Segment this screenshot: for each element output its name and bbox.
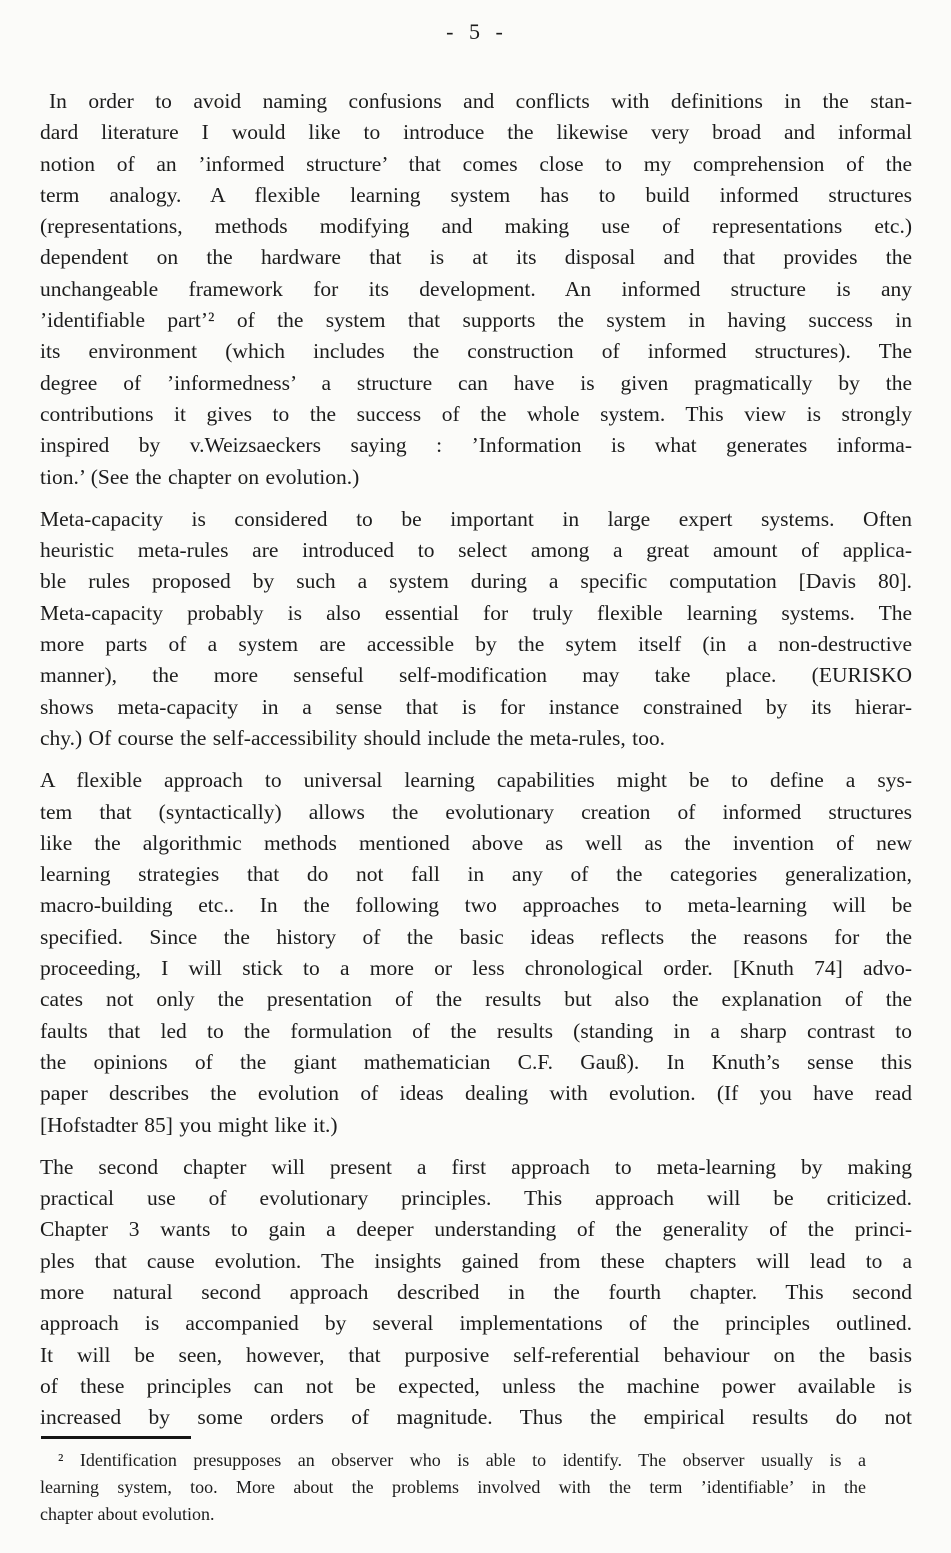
text-line: learning system, too. More about the problems involved with the term ’identifiable’ in the [40,1477,866,1497]
text-line: more parts of a system are accessible by the sytem itself (in a non-destructive [40,632,912,657]
paragraph [40,765,912,1141]
text-line: chy.) Of course the self-accessibility should include the meta-rules, too. [40,725,665,750]
paragraph [40,1152,912,1434]
text-line: unchangeable framework for its development. An informed structure is any [40,276,912,301]
paragraph [40,504,912,754]
text-line: ples that cause evolution. The insights gained from these chapters will lead to a [40,1248,912,1273]
text-line: It will be seen, however, that purposive self-referential behaviour on the basis [40,1342,912,1367]
text-line: dard literature I would like to introduce the likewise very broad and informal [40,120,912,145]
text-line: its environment (which includes the construction of informed structures). The [40,339,912,364]
text-line: tem that (syntactically) allows the evolutionary creation of informed structures [40,799,912,824]
page-number: - 5 - [446,19,505,44]
text-line: macro-building etc.. In the following two approaches to meta-learning will be [40,893,912,918]
text-line: heuristic meta-rules are introduced to select among a great amount of applica- [40,538,912,563]
text-line: learning strategies that do not fall in any of the categories generalization, [40,862,912,887]
text-line: ² Identification presupposes an observer who is able to identify. The observer usually is a [58,1450,866,1470]
footnote-separator-rule [41,1436,191,1439]
text-line: ble rules proposed by such a system during a specific computation [Davis 80]. [40,569,912,594]
text-line: chapter about evolution. [40,1504,215,1524]
text-line: faults that led to the formulation of the results (standing in a sharp contrast to [40,1018,912,1043]
text-line: Chapter 3 wants to gain a deeper understanding of the generality of the princi- [40,1217,912,1242]
text-line: proceeding, I will stick to a more or less chronological order. [Knuth 74] advo- [40,956,912,981]
text-line: more natural second approach described in the fourth chapter. This second [40,1279,912,1304]
text-line: specified. Since the history of the basic ideas reflects the reasons for the [40,924,912,949]
text-line: The second chapter will present a first approach to meta-learning by making [40,1154,912,1179]
text-line: increased by some orders of magnitude. Thus the empirical results do not [40,1405,912,1430]
text-line: degree of ’informedness’ a structure can have is given pragmatically by the [40,370,912,395]
text-line: manner), the more senseful self-modification may take place. (EURISKO [40,663,912,688]
text-line: tion.’ (See the chapter on evolution.) [40,464,360,489]
text-line: like the algorithmic methods mentioned above as well as the invention of new [40,830,912,855]
text-line: (representations, methods modifying and making use of representations etc.) [40,214,912,239]
text-line: of these principles can not be expected, unless the machine power available is [40,1373,912,1398]
text-line: term analogy. A flexible learning system has to build informed structures [40,182,912,207]
text-line: inspired by v.Weizsaeckers saying : ’Information is what generates informa- [40,433,912,458]
text-line: [Hofstadter 85] you might like it.) [40,1112,338,1137]
text-line: dependent on the hardware that is at its disposal and that provides the [40,245,912,270]
text-line: Meta-capacity is considered to be important in large expert systems. Often [40,506,912,531]
text-line: cates not only the presentation of the results but also the explanation of the [40,987,912,1012]
text-line: approach is accompanied by several implementations of the principles outlined. [40,1311,912,1336]
text-line: Meta-capacity probably is also essential for truly flexible learning systems. The [40,600,912,625]
text-line: notion of an ’informed structure’ that comes close to my comprehension of the [40,151,912,176]
text-line: A flexible approach to universal learning capabilities might be to define a sys- [40,768,912,793]
text-line: paper describes the evolution of ideas dealing with evolution. (If you have read [40,1081,912,1106]
text-line: In order to avoid naming confusions and conflicts with definitions in the stan- [49,89,912,113]
text-line: practical use of evolutionary principles. This approach will be criticized. [40,1186,912,1211]
footnote [40,1447,866,1539]
paragraph [40,86,912,493]
text-line: ’identifiable part’² of the system that supports the system in having success in [40,308,912,333]
footnote-paragraph [40,1447,866,1528]
text-line: contributions it gives to the success of the whole system. This view is strongly [40,401,912,426]
text-line: the opinions of the giant mathematician C.F. Gauß). In Knuth’s sense this [40,1049,912,1074]
text-line: shows meta-capacity in a sense that is for instance constrained by its hierar- [40,694,912,719]
body-text [40,86,912,1444]
